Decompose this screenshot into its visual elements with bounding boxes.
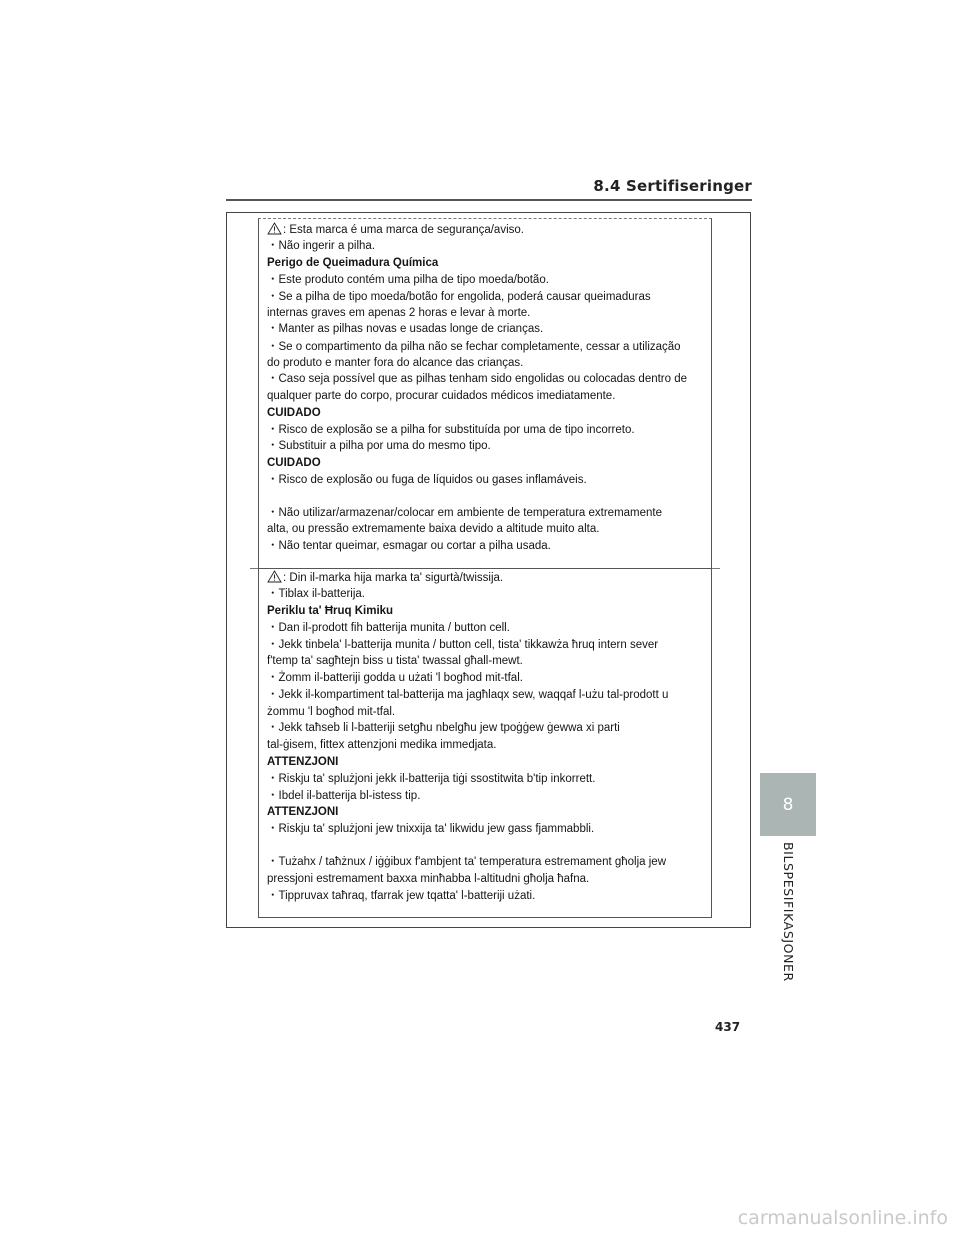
line-text: ・Manter as pilhas novas e usadas longe de crianças.	[267, 323, 544, 335]
line-text: ・Risco de explosão ou fuga de líquidos ou gases inflamáveis.	[267, 474, 587, 486]
warning-line	[267, 239, 375, 253]
warning-line	[267, 705, 395, 719]
line-text: ・Jekk tinbela' l-batterija munita / button cell, tista' tikkawża ħruq intern sever	[267, 639, 659, 651]
line-text: CUIDADO	[267, 457, 321, 469]
line-text: ・Tużahx / taħżnux / iġġibux f'ambjent ta' temperatura estremament għolja jew	[267, 856, 666, 868]
line-text: ・Riskju ta' splużjoni jew tnixxija ta' likwidu jew gass fjammabbli.	[267, 823, 595, 835]
line-text: ・Se a pilha de tipo moeda/botão for engolida, poderá causar queimaduras	[267, 291, 651, 303]
line-text: tal-ġisem, fittex attenzjoni medika immedjata.	[267, 739, 497, 751]
line-text: ATTENZJONI	[267, 756, 339, 768]
panel-divider-tick	[250, 568, 258, 569]
chapter-tab: 8	[760, 773, 816, 836]
line-text: ・Tiblax il-batterija.	[267, 588, 365, 600]
line-text: CUIDADO	[267, 407, 321, 419]
warning-heading	[267, 406, 321, 420]
warning-line	[267, 222, 524, 237]
line-text: ・Não ingerir a pilha.	[267, 240, 376, 252]
warning-line	[267, 587, 365, 601]
warning-heading	[267, 805, 338, 819]
line-text: ・Riskju ta' splużjoni jekk il-batterija tiġi ssostitwita b'tip inkorrett.	[267, 773, 596, 785]
line-text: ・Dan il-prodott fih batterija munita / button cell.	[267, 622, 510, 634]
line-text: alta, ou pressão extremamente baixa devido a altitude muito alta.	[267, 523, 600, 535]
line-text: ATTENZJONI	[267, 806, 339, 818]
line-text: pressjoni estremament baxxa minħabba l-altitudni għolja ħafna.	[267, 873, 590, 885]
warning-line	[267, 721, 620, 735]
warning-line	[267, 789, 420, 803]
line-text: ・Se o compartimento da pilha não se fechar completamente, cessar a utilização	[267, 341, 681, 353]
line-text: : Din il-marka hija marka ta' sigurtà/twissija.	[283, 572, 504, 584]
warning-line	[267, 290, 651, 304]
watermark: carmanualsonline.info	[737, 1207, 948, 1229]
warning-heading	[267, 256, 438, 270]
page-number: 437	[715, 1020, 741, 1034]
chapter-label: BILSPESIFIKASJONER	[781, 842, 796, 982]
warning-line	[267, 889, 535, 903]
warning-line	[267, 340, 681, 354]
warning-line	[267, 273, 549, 287]
warning-line	[267, 638, 658, 652]
warning-line	[267, 539, 551, 553]
line-text: ・Żomm il-batteriji godda u użati 'l bogħod mit-tfal.	[267, 672, 523, 684]
warning-heading	[267, 755, 338, 769]
line-text: do produto e manter fora do alcance das crianças.	[267, 357, 524, 369]
line-text: ・Não tentar queimar, esmagar ou cortar a pilha usada.	[267, 540, 551, 552]
line-text: Periklu ta' Ħruq Kimiku	[267, 605, 394, 617]
warning-line	[267, 822, 594, 836]
warning-line	[267, 522, 599, 536]
warning-line	[267, 356, 523, 370]
line-text: żommu 'l bogħod mit-tfal.	[267, 706, 396, 718]
warning-line	[267, 855, 666, 869]
line-text: ・Ibdel il-batterija bl-istess tip.	[267, 790, 421, 802]
warning-line	[267, 372, 687, 386]
warning-line	[267, 423, 635, 437]
warning-heading	[267, 604, 393, 618]
warning-line	[267, 621, 510, 635]
warning-line	[267, 654, 523, 668]
line-text: ・Não utilizar/armazenar/colocar em ambiente de temperatura extremamente	[267, 507, 663, 519]
warning-line	[267, 772, 595, 786]
warning-line	[267, 473, 587, 487]
warning-heading	[267, 456, 321, 470]
line-text: ・Tippruvax taħraq, tfarrak jew tqatta' l-batteriji użati.	[267, 890, 536, 902]
line-text: ・Substituir a pilha por uma do mesmo tipo.	[267, 440, 491, 452]
line-text: internas graves em apenas 2 horas e levar à morte.	[267, 307, 531, 319]
warning-line	[267, 322, 543, 336]
warning-line	[267, 688, 668, 702]
line-text: ・Este produto contém uma pilha de tipo moeda/botão.	[267, 274, 549, 286]
line-text: f'temp ta' sagħtejn biss u tista' twassal għall-mewt.	[267, 655, 523, 667]
line-text: ・Jekk il-kompartiment tal-batterija ma jagħlaqx sew, waqqaf l-użu tal-prodott u	[267, 689, 669, 701]
warning-line	[267, 439, 491, 453]
line-text: ・Caso seja possível que as pilhas tenham sido engolidas ou colocadas dentro de	[267, 373, 688, 385]
warning-line	[267, 570, 503, 585]
header-rule	[226, 199, 752, 201]
warning-triangle-icon	[267, 222, 282, 235]
panel-divider-tick	[712, 568, 720, 569]
warning-line	[267, 389, 615, 403]
line-text: : Esta marca é uma marca de segurança/aviso.	[283, 224, 524, 236]
line-text: ・Jekk taħseb li l-batteriji setgħu nbelgħu jew tpoġġew ġewwa xi parti	[267, 722, 620, 734]
warning-line	[267, 306, 530, 320]
warning-line	[267, 738, 496, 752]
warning-line	[267, 872, 589, 886]
line-text: Perigo de Queimadura Química	[267, 257, 439, 269]
warning-triangle-icon	[267, 570, 282, 583]
section-title: 8.4 Sertifiseringer	[593, 177, 752, 195]
line-text: ・Risco de explosão se a pilha for substituída por uma de tipo incorreto.	[267, 424, 635, 436]
warning-line	[267, 506, 662, 520]
line-text: qualquer parte do corpo, procurar cuidados médicos imediatamente.	[267, 390, 616, 402]
warning-line	[267, 671, 523, 685]
